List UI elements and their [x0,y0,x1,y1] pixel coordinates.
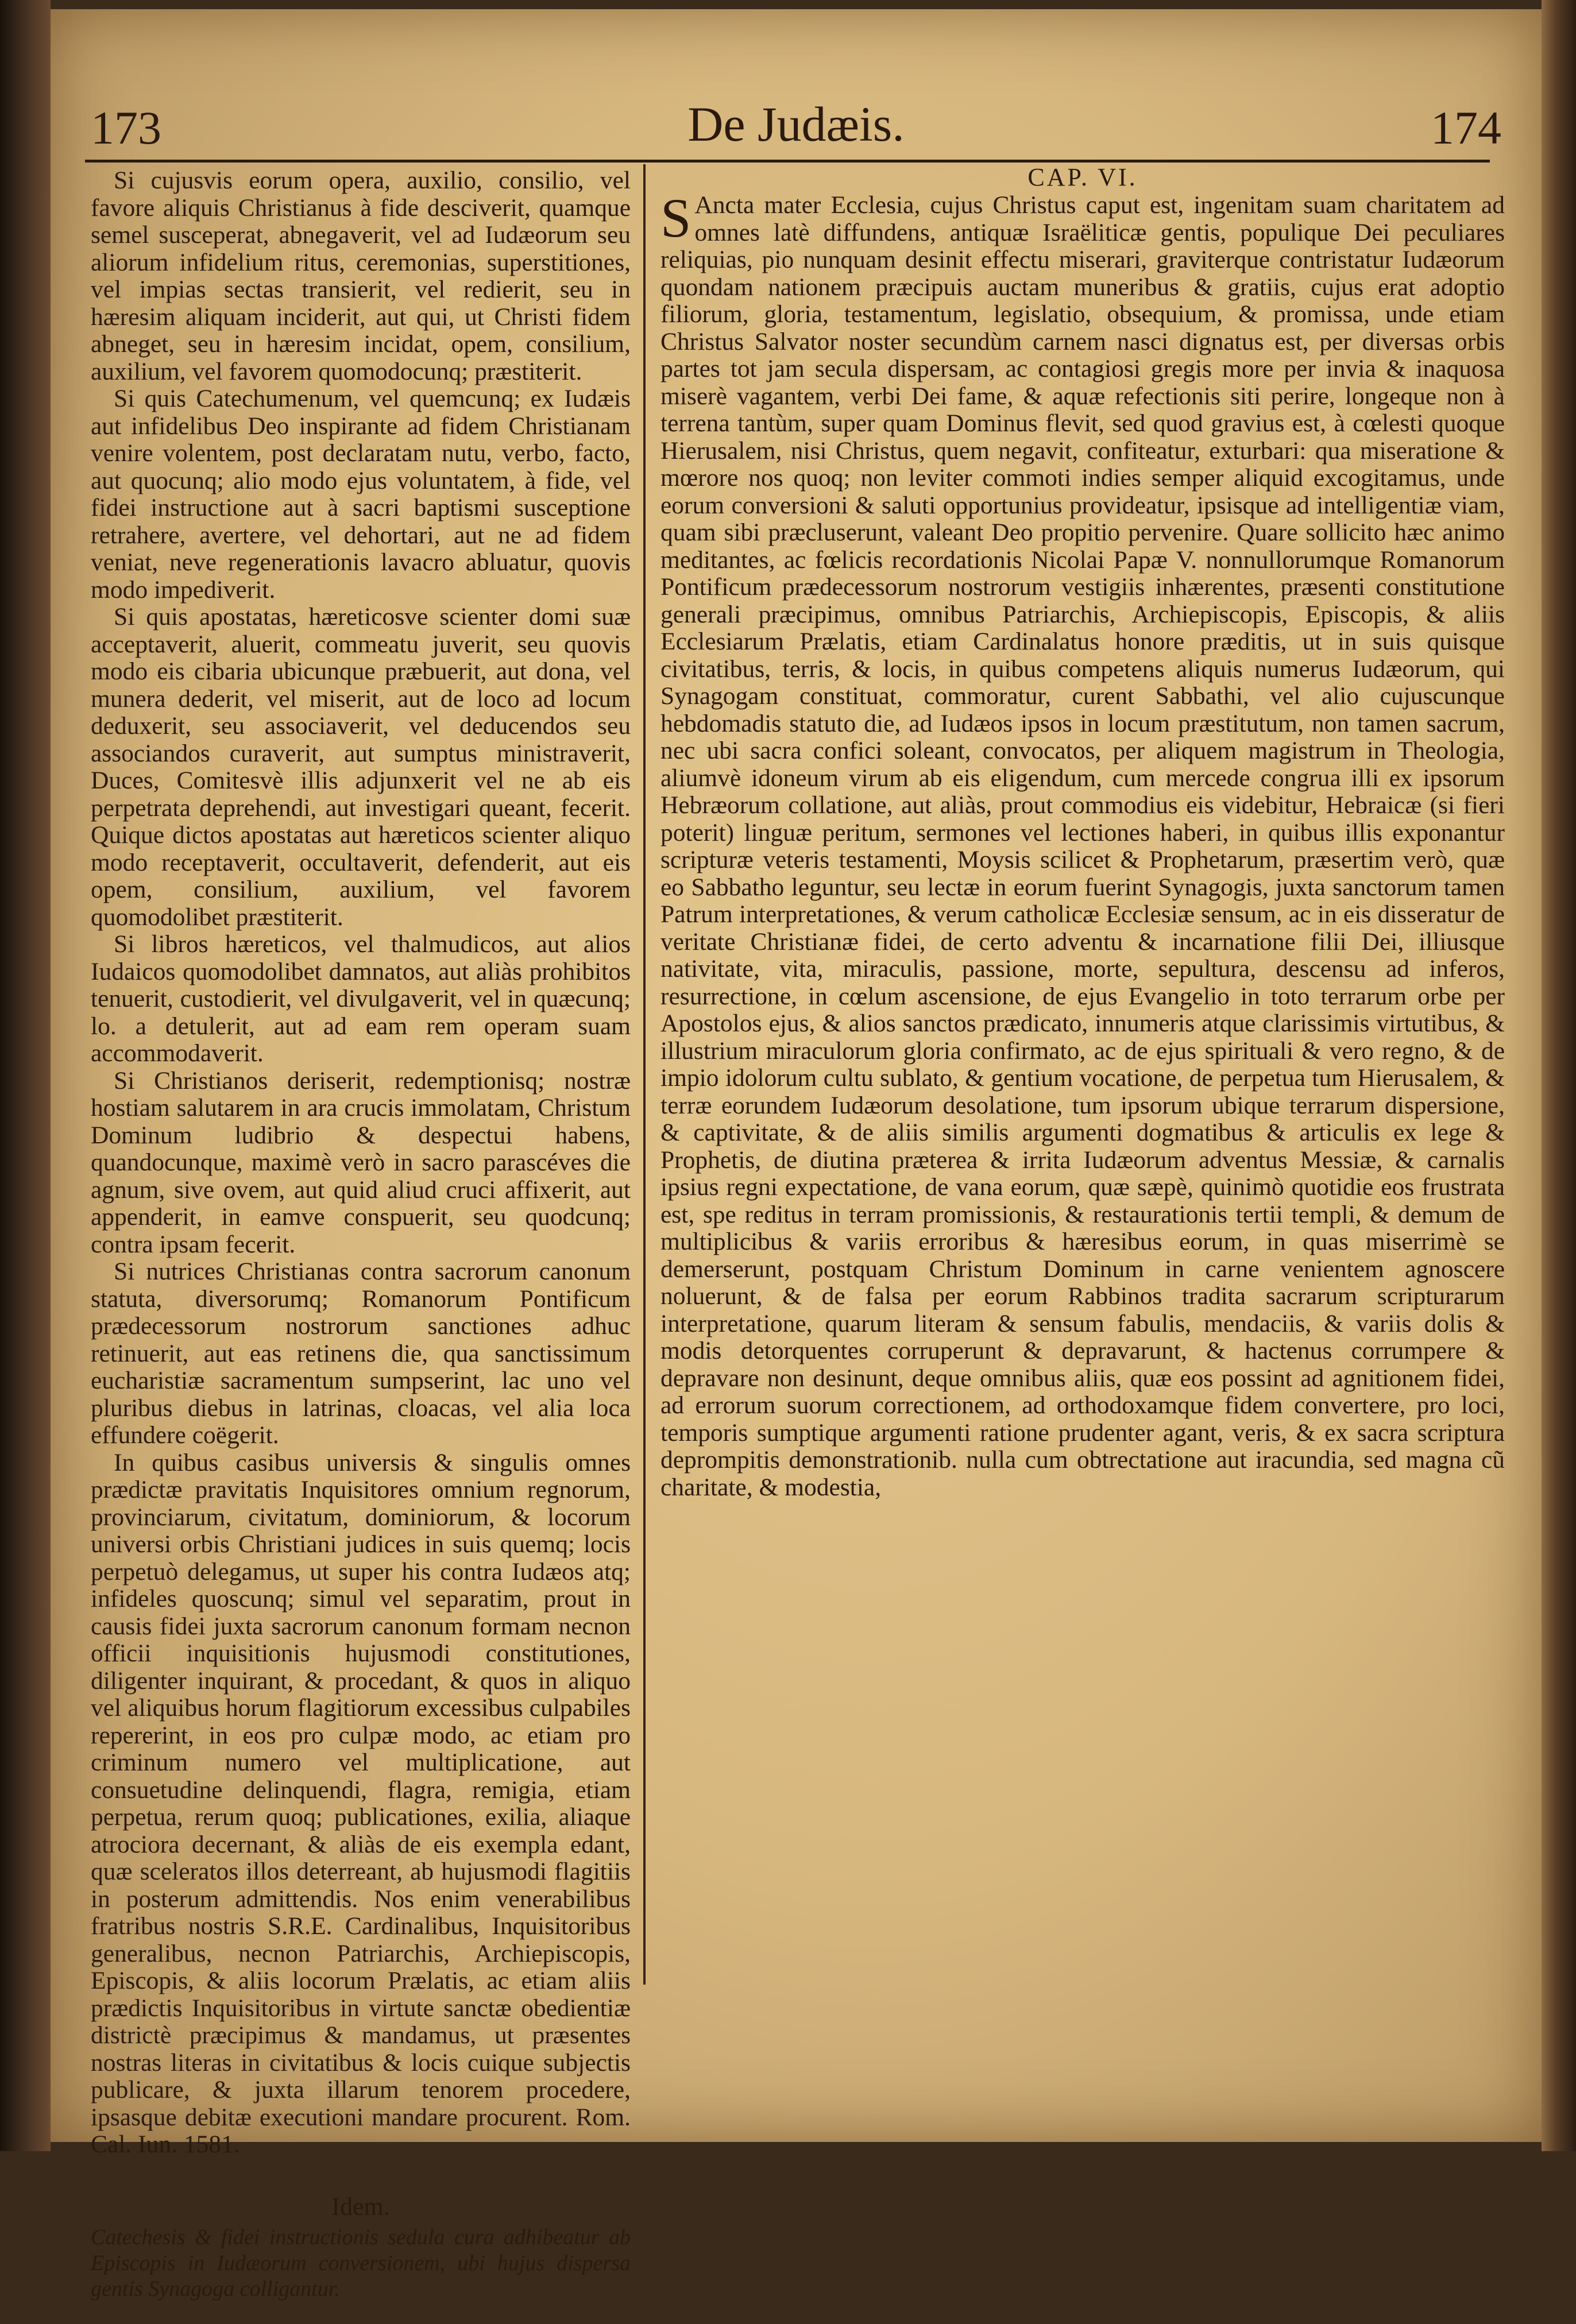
paragraph: Si libros hæreticos, vel thalmudicos, aut alios Iudaicos quomodolibet damnatos, aut aliàs prohibitos tenuerit, custodierit, vel divulgaverit, vel in quæcunq; lo. a detulerit, aut ad eam rem operam suam accommodaverit. [91,930,631,1067]
paragraph: In quibus casibus universis & singulis omnes prædictæ pravitatis Inquisitores omnium regnorum, provinciarum, civitatum, dominiorum, & locorum universi orbis Christiani judices in suis quemq; locis perpetuò delegamus, ut super his contra Iudæos atq; infideles quoscunq; simul vel separatim, prout in causis fidei juxta sacrorum canonum formam necnon officii inquisitionis hujusmodi constitutiones, diligenter inquirant, & procedant, & quos in aliquo vel aliquibus horum flagitiorum excessibus culpabiles repererint, in eos pro culpæ modo, ac etiam pro criminum numero vel multiplicatione, aut consuetudine delinquendi, flagra, remigia, etiam perpetua, rerum quoq; publicationes, exilia, aliaque atrociora decernant, & aliàs de eis exempla edant, quæ sceleratos illos deterreant, ab hujusmodi flagitiis in posterum admittendis. Nos enim venerabilibus fratribus nostris S.R.E. Cardinalibus, Inquisitoribus generalibus, necnon Patriarchis, Archiepiscopis, Episcopis, & aliis locorum Prælatis, ac etiam aliis prædictis Inquisitoribus in virtute sanctæ obedientiæ districtè præcipimus & mandamus, ut præsentes nostras literas in civitatibus & locis cuique subjectis publicare, & juxta illarum tenorem procedere, ipsasque debitæ executioni mandare procurent. Rom. Cal. Iun. 1581. [91,1448,631,2158]
idem-heading: Idem. [331,2192,390,2221]
page-number-left: 173 [91,102,161,154]
running-title: De Judæis. [687,96,905,152]
idem-summary: Catechesis & fidei instructionis sedula cura adhibeatur ab Episcopis in Iudæorum conversionem, ubi hujus dispersa gentis Synagoga colligantur. [91,2225,631,2301]
drop-cap: S [660,187,692,249]
paragraph: Si quis Catechumenum, vel quemcunq; ex Iudæis aut infidelibus Deo inspirante ad fidem Christianam venire volentem, post declaratam nutu, verbo, facto, aut quocunq; alio modo ejus voluntatem, à fide, vel fidei instructione aut à sacri baptismi susceptione retrahere, avertere, vel dehortari, aut ne ad fidem veniat, neve regenerationis lavacro abluatur, quovis modo impediverit. [91,385,631,604]
page-edge-shadow [1542,0,1576,2151]
chapter-text [660,187,1505,1501]
paragraph: Si quis apostatas, hæreticosve scienter domi suæ acceptaverit, aluerit, commeatu juverit, seu quovis modo eis cibaria ubicunque præbuerit, aut dona, vel munera dederit, vel miserit, aut de loco ad locum deduxerit, seu associaverit, vel deducendos seu associandos curaverit, aut sumptus ministraverit, Duces, Comitesvè illis adjunxerit vel ne ab eis perpetrata deprehendi, aut investigari queant, fecerit. Quique dictos apostatas aut hæreticos scienter aliquo modo receptaverit, occultaverit, defenderit, aut eis opem, consilium, auxilium, vel favorem quomodolibet præstiterit. [91,603,631,931]
chapter-body: Ancta mater Ecclesia, cujus Christus caput est, ingenitam suam charitatem ad omnes latè diffundens, antiquæ Israëliticæ gentis, populique Dei peculiares reliquias, pio nunquam desinit effectu miserari, graviterque contristatur Iudæorum quondam nationem præcipuis auctam muneribus & gratiis, cujus erat adoptio filiorum, gloria, testamentum, legislatio, obsequium, & promissa, unde etiam Christus Salvator noster secundùm carnem nasci dignatus est, per diversas orbis partes tot jam secula dispersam, ac contagiosi gregis more per invia & inaquosa miserè vagantem, verbi Dei fame, & aquæ refectionis siti perire, longeque non à terrena tantùm, super quam Dominus flevit, sed quod gravius est, à cœlesti quoque Hierusalem, nisi Christus, quem negavit, confiteatur, exturbari: qua miseratione & mœrore nos quoq; non leviter commoti indies semper aliquid excogitamus, unde eorum conversioni & saluti opportunius provideatur, ipsisque ad intelligentiæ viam, quam sibi præcluserunt, valeant Deo propitio pervenire. Quare sollicito hæc animo meditantes, ac fœlicis recordationis Nicolai Papæ V. nonnullorumque Romanorum Pontificum prædecessorum nostrorum vestigiis inhærentes, præsenti constitutione generali præcipimus, omnibus Patriarchis, Archiepiscopis, Episcopis, & aliis Ecclesiarum Prælatis, etiam Cardinalatus honore præditis, ut in suis quisque civitatibus, terris, & locis, in quibus competens aliquis numerus Iudæorum, qui Synagogam constituat, commoratur, curent Sabbathi, vel alio cujuscunque hebdomadis statuto die, ad Iudæos ipsos in locum præstitutum, non tamen sacrum, nec ubi sacra confici soleant, convocatos, per aliquem magistrum in Theologia, aliumvè idoneum virum ab eis eligendum, cum mercede congrua illi ex ipsorum Hebræorum collatione, aut aliàs, prout commodius eis videbitur, Hebraicæ (si fieri poterit) linguæ peritum, sermones vel lectiones haberi, in quibus illis exponantur scripturæ veteris testamenti, Moysis scilicet & Prophetarum, præsertim verò, quæ eo Sabbatho leguntur, seu lectæ in eorum fuerint Synagogis, juxta sanctorum tamen Patrum interpretationes, & verum catholicæ Ecclesiæ sensum, ac in eis disseratur de veritate Christianæ fidei, de certo adventu & incarnatione filii Dei, illiusque nativitate, vita, miraculis, passione, morte, sepultura, descensu ad inferos, resurrectione, in cœlum ascensione, de ejus Evangelio in toto terrarum orbe per Apostolos ejus, & alios sanctos prædicato, innumeris atque clarissimis virtutibus, & illustrium miraculorum gloria confirmato, ac de ejus spirituali & vero regno, & de impio idolorum cultu sublato, & gentium vocatione, de perpetua tum Hierusalem, & terræ eorundem Iudæorum desolatione, tum ipsorum ubique terrarum dispersione, & captivitate, & de aliis similis argumenti dogmatibus & articulis ex lege & Prophetis, de diutina præterea & irrita Iudæorum adventus Messiæ, & carnalis ipsius regni expectatione, de vana eorum, quæ sæpè, quinimò quotidie eos frustrata est, spe reditus in terram promissionis, & restaurationis tertii templi, & demum de multiplicibus & variis erroribus & hæresibus eorum, in quas miserrimè se demerserunt, postquam Christum Dominum in carne venientem agnoscere noluerunt, & de falsa per eorum Rabbinos tradita sacrarum scripturarum interpretatione, quarum literam & sensum fabulis, mendaciis, & variis dolis & modis detorquentes corruperunt & depravarunt, & hactenus corrumpere & depravare non desinunt, deque omnibus aliis, quæ eos possint ad agnitionem fidei, ad errorum suorum correctionem, ad orthodoxamque fidem convertere, pro loci, temporis sumptique argumenti ratione prudenter agant, veris, & ex sacra scriptura deprompitis demonstrationib. nulla cum obtrectatione aut iracundia, sed magna cũ charitate, & modestia, [660,191,1505,1501]
book-spine-shadow [0,0,51,2151]
column-divider [643,164,646,1985]
left-column [91,167,631,2324]
chapter-heading: CAP. VI. [1028,163,1138,191]
header-rule [85,160,1490,163]
page-number-right: 174 [1431,102,1501,154]
paragraph: Si Christianos deriserit, redemptionisq; nostræ hostiam salutarem in ara crucis immolatam, Christum Dominum ludibrio & despectui habens, quandocunque, maximè verò in sacro parascéves die agnum, sive ovem, aut quid aliud cruci affixerit, aut appenderit, in eamve conspuerit, seu quodcunq; contra ipsam fecerit. [91,1066,631,1258]
paragraph: Si cujusvis eorum opera, auxilio, consilio, vel favore aliquis Christianus à fide desciverit, quamque semel susceperat, abnegaverit, vel ad Iudæorum seu aliorum infidelium ritus, ceremonias, superstitiones, vel impias sectas transierit, vel redierit, seu in hæresim aliquam inciderit, aut qui, ut Christi fidem abneget, seu in hæresim incidat, opem, consilium, auxilium, vel favorem quomodocunq; præstiterit. [91,167,631,385]
book-page [51,9,1542,2301]
right-column [660,164,1505,1501]
paragraph: Si nutrices Christianas contra sacrorum canonum statuta, diversorumq; Romanorum Pontificum prædecessorum nostrorum sanctiones adhuc retinuerit, aut eas retinens die, qua sanctissimum eucharistiæ sacramentum sumpserint, lac uno vel pluribus diebus in latrinas, cloacas, vel alia loca effundere coëgerit. [91,1258,631,1449]
